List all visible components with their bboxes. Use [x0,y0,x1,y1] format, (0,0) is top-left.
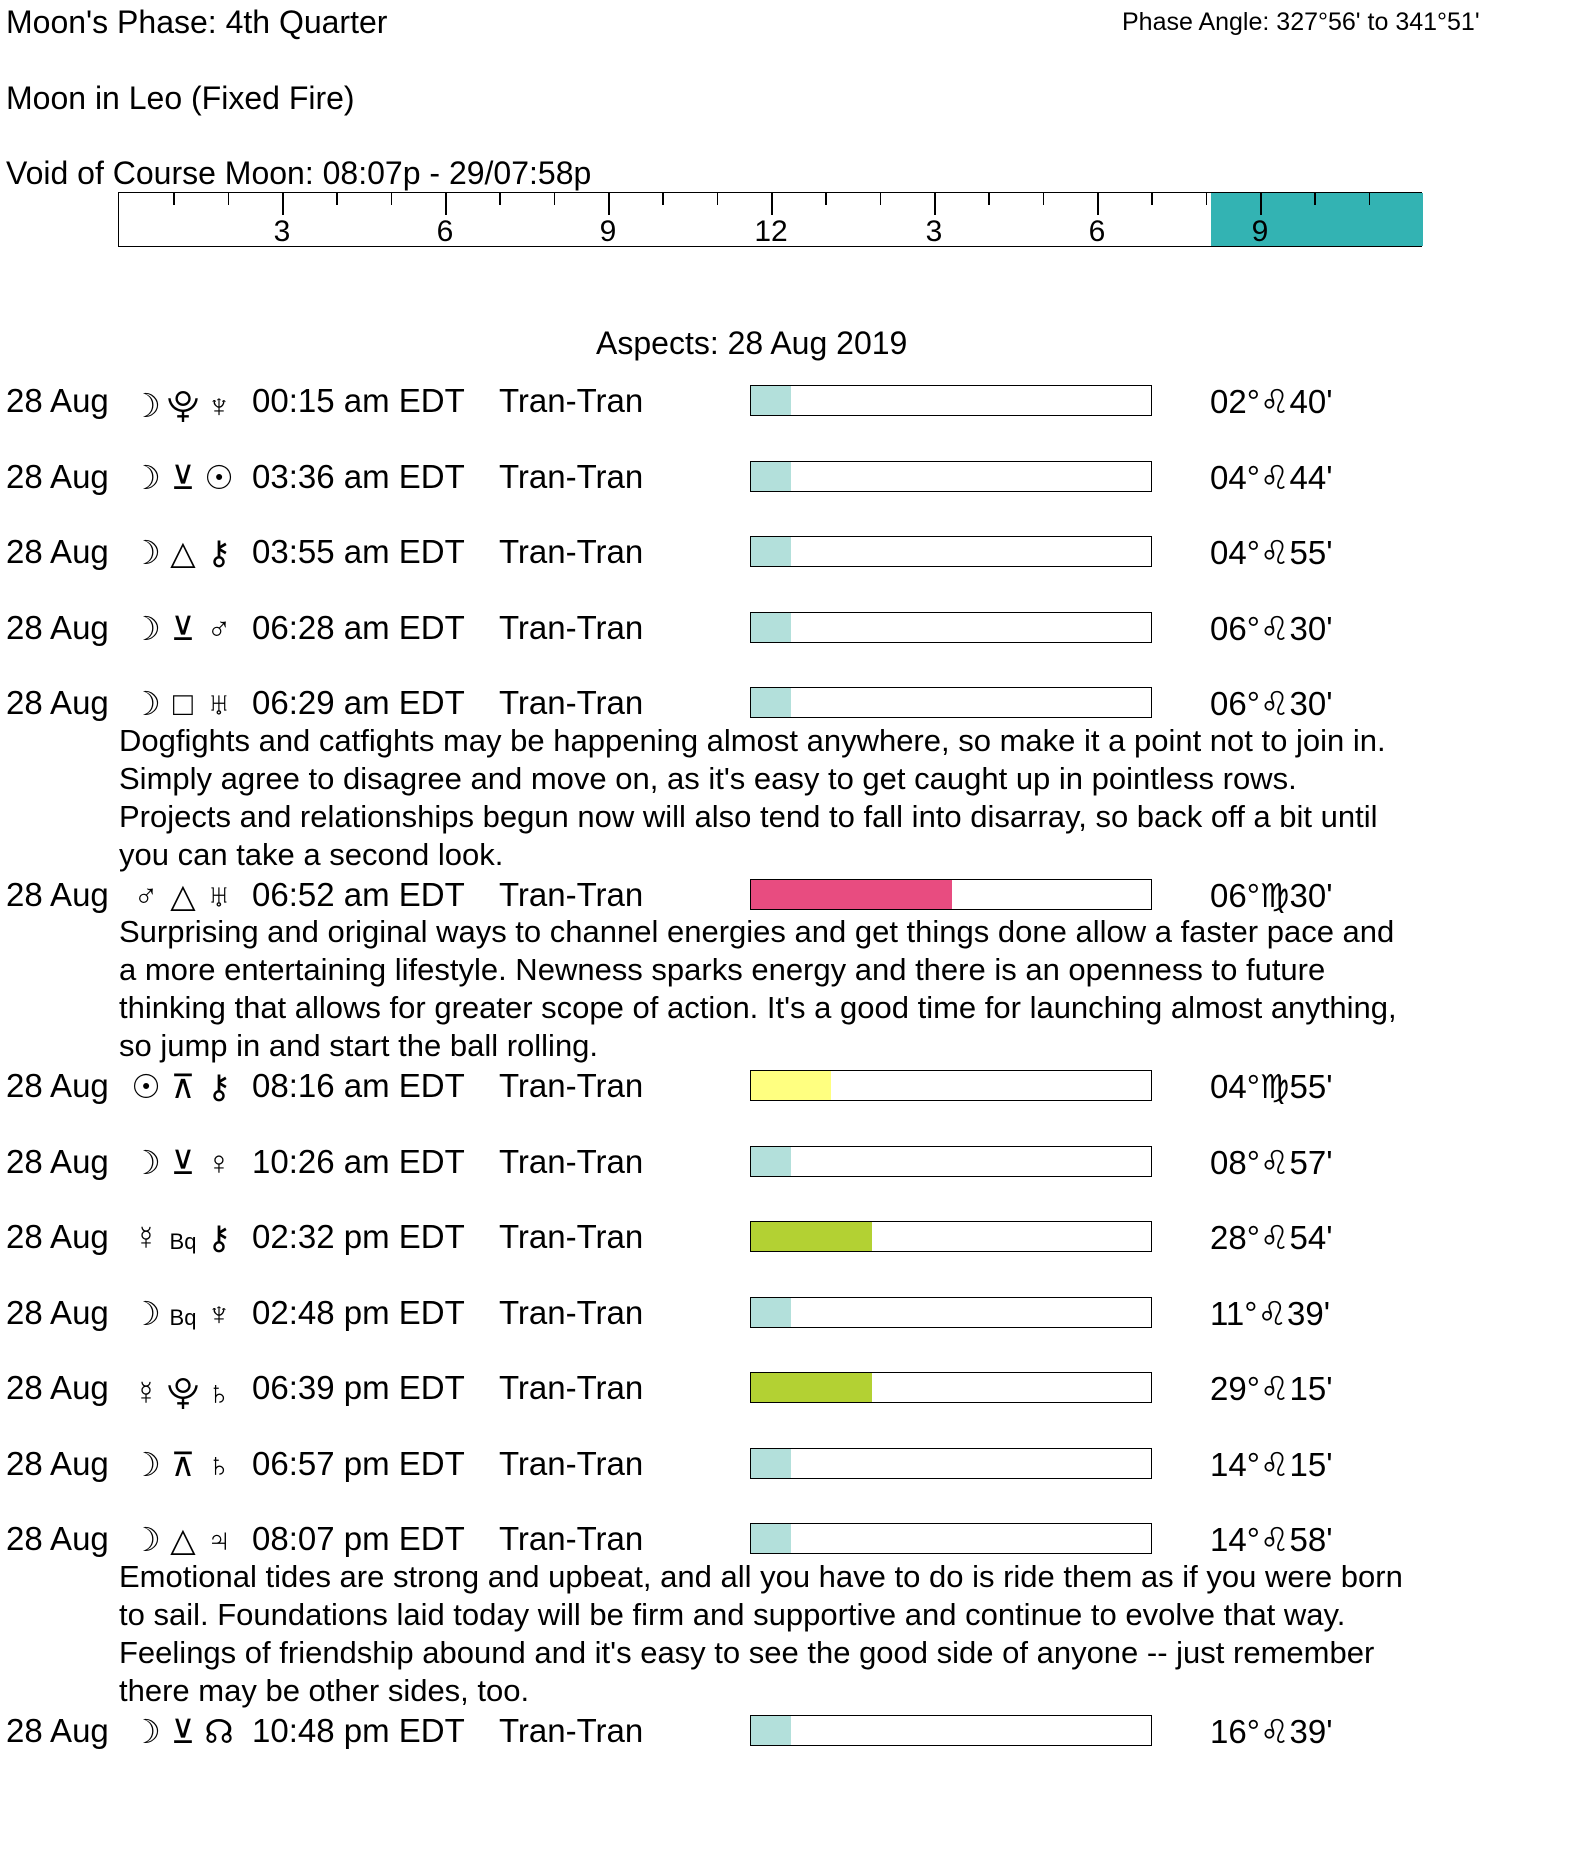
planet-1-glyph: ☽ [131,1712,161,1750]
aspect-time: 08:16 am EDT [252,1067,465,1104]
aspect-time: 06:57 pm EDT [252,1444,465,1482]
aspect-glyphs [127,1218,237,1257]
planet-2-glyph: ♃ [206,1521,232,1558]
aspect-date: 28 Aug [6,875,109,913]
planet-1-glyph: ☿ [133,1219,159,1256]
aspect-row [0,1067,1569,1107]
aspect-type: Tran-Tran [499,684,644,721]
aspect-time: 02:32 pm EDT [252,1218,465,1255]
hour-tick [336,193,338,205]
aspect-position: 16°♌39' [1210,1712,1333,1750]
aspect-glyphs [127,1520,237,1559]
planet-2-glyph: ♅ [206,876,232,914]
aspect-type: Tran-Tran [499,1711,644,1749]
aspect-glyphs [127,533,237,572]
aspect-date: 28 Aug [6,533,109,570]
aspect-row [0,533,1569,573]
aspect-glyphs [127,609,237,648]
aspect-row [0,1369,1569,1409]
aspect-date: 28 Aug [6,1218,109,1255]
hour-tick [282,193,284,215]
planet-2-glyph: ☊ [204,1712,234,1750]
planet-1-glyph: ☽ [131,534,161,571]
interpretation-line: Simply agree to disagree and move on, as it's easy to get caught up in pointless rows. [119,760,1297,796]
aspect-glyphs [127,684,237,723]
strength-bar-fill [751,537,791,566]
hour-tick [1260,193,1262,215]
aspect-position: 04°♍55' [1210,1068,1333,1105]
strength-bar [750,1715,1152,1746]
interpretation-line: there may be other sides, too. [119,1672,530,1708]
interpretation-line: Dogfights and catfights may be happening almost anywhere, so make it a point not to join in. [119,722,1386,758]
aspect-type: Tran-Tran [499,608,644,646]
aspect-time: 10:48 pm EDT [252,1711,465,1749]
aspect-row [0,382,1569,422]
strength-bar [750,1448,1152,1479]
aspect-glyphs [127,1712,237,1751]
aspect-row [0,1520,1569,1560]
hour-tick [608,193,610,215]
aspect-row [0,458,1569,498]
planet-1-glyph: ☽ [131,1143,161,1181]
aspect-time: 03:55 am EDT [252,533,465,570]
aspect-glyph: Bq [169,1229,197,1254]
strength-bar [750,385,1152,416]
aspect-glyph: △ [170,876,196,914]
aspect-position: 29°♌15' [1210,1370,1333,1407]
aspect-date: 28 Aug [6,1142,109,1180]
aspect-date: 28 Aug [6,684,109,721]
aspect-type: Tran-Tran [499,1067,644,1104]
planet-2-glyph: ⚷ [206,1068,232,1105]
interpretation-line: to sail. Foundations laid today will be firm and supportive and continue to evolve that way. [119,1596,1346,1632]
strength-bar-fill [751,1716,791,1745]
interpretation-line: Surprising and original ways to channel energies and get things done allow a faster pace and [119,914,1395,949]
hour-tick [934,193,936,215]
aspect-date: 28 Aug [6,1067,109,1104]
void-period-fill [1211,193,1423,246]
strength-bar [750,612,1152,643]
aspect-type: Tran-Tran [499,1369,644,1406]
aspect-position: 11°♌39' [1210,1294,1331,1332]
hour-label: 9 [599,215,617,248]
hour-tick [662,193,664,205]
hour-tick [1097,193,1099,215]
strength-bar-fill [751,386,791,415]
planet-1-glyph: ☿ [133,1374,159,1411]
aspect-glyphs [127,1369,237,1425]
planet-1-glyph: ☽ [131,685,161,722]
strength-bar [750,536,1152,567]
planet-1-glyph: ☽ [131,387,161,424]
interpretation-line: Emotional tides are strong and upbeat, and all you have to do is ride them as if you were born [119,1558,1403,1594]
planet-2-glyph: ⚷ [206,1219,232,1256]
strength-bar-fill [751,1449,791,1478]
interpretation-line: Projects and relationships begun now will also tend to fall into disarray, so back off a bit until [119,798,1378,834]
strength-bar-fill [751,462,791,491]
aspect-date: 28 Aug [6,1711,109,1749]
planet-1-glyph: ☽ [131,1445,161,1483]
strength-bar [750,1221,1152,1252]
planet-1-glyph: ☽ [131,1294,161,1332]
aspect-glyph: ⊼ [170,1445,196,1483]
strength-bar [750,461,1152,492]
interpretation-line: Feelings of friendship abound and it's easy to see the good side of anyone -- just remember [119,1634,1375,1670]
strength-bar-fill [751,613,791,642]
void-of-course-timebar [118,192,1422,247]
hour-tick [499,193,501,205]
aspect-date: 28 Aug [6,1444,109,1482]
aspect-type: Tran-Tran [499,1293,644,1331]
aspect-type: Tran-Tran [499,1444,644,1482]
aspect-date: 28 Aug [6,382,109,419]
strength-bar [750,1372,1152,1403]
aspect-time: 06:39 pm EDT [252,1369,465,1406]
planet-2-glyph: ☉ [204,458,234,496]
planet-2-glyph: ♆ [206,1294,232,1332]
hour-tick [717,193,719,205]
planet-2-glyph: ⚷ [206,534,232,571]
hour-tick [988,193,990,205]
planet-1-glyph: ☉ [131,1068,161,1105]
moon-phase: Moon's Phase: 4th Quarter [6,4,388,40]
planet-1-glyph: ♂ [133,876,159,914]
strength-bar-fill [751,1524,791,1553]
aspect-glyph: ⯓ [166,387,200,424]
planet-2-glyph: ♅ [206,685,232,722]
aspect-glyphs [127,1143,237,1182]
hour-tick [1151,193,1153,205]
aspect-time: 02:48 pm EDT [252,1293,465,1331]
aspect-type: Tran-Tran [499,457,644,495]
aspect-glyphs [127,1294,237,1333]
void-of-course: Void of Course Moon: 08:07p - 29/07:58p [6,155,592,191]
planet-2-glyph: ♂ [206,609,232,647]
strength-bar [750,1523,1152,1554]
interpretation-line: so jump in and start the ball rolling. [119,1028,599,1063]
hour-tick [825,193,827,205]
aspect-glyph: ⯓ [166,1374,200,1411]
aspect-glyphs [127,458,237,497]
strength-bar [750,879,1152,910]
aspect-glyph: ⊻ [170,609,196,647]
aspect-row [0,609,1569,649]
aspect-time: 06:29 am EDT [252,684,465,721]
aspect-date: 28 Aug [6,1520,109,1557]
hour-label: 9 [1251,215,1269,248]
interpretation-line: a more entertaining lifestyle. Newness sparks energy and there is an openness to future [119,952,1326,987]
hour-tick [880,193,882,205]
strength-bar-fill [751,880,952,909]
aspect-glyphs [127,1067,237,1106]
phase-angle: Phase Angle: 327°56' to 341°51' [1122,8,1480,36]
aspect-glyph: □ [173,685,193,722]
strength-bar [750,1070,1152,1101]
strength-bar-fill [751,1071,831,1100]
hour-tick [554,193,556,205]
aspect-row [0,1712,1569,1752]
aspect-row [0,1294,1569,1334]
hour-tick [1314,193,1316,205]
aspect-position: 02°♌40' [1210,383,1333,420]
aspects-title: Aspects: 28 Aug 2019 [596,325,908,361]
aspect-position: 14°♌58' [1210,1521,1333,1558]
aspect-glyph: △ [170,534,196,571]
aspect-date: 28 Aug [6,608,109,646]
aspect-time: 06:52 am EDT [252,875,465,913]
aspect-row [0,1445,1569,1485]
hour-tick [445,193,447,215]
aspect-type: Tran-Tran [499,875,644,913]
aspect-type: Tran-Tran [499,382,644,419]
aspect-glyphs [127,382,237,438]
aspect-position: 28°♌54' [1210,1219,1333,1256]
aspect-position: 06°♌30' [1210,685,1333,722]
hour-tick [173,193,175,205]
aspect-glyph: △ [170,1521,196,1558]
aspect-type: Tran-Tran [499,1520,644,1557]
planet-1-glyph: ☽ [131,609,161,647]
aspect-time: 03:36 am EDT [252,457,465,495]
aspect-date: 28 Aug [6,457,109,495]
strength-bar-fill [751,1147,791,1176]
strength-bar-fill [751,1298,791,1327]
aspect-type: Tran-Tran [499,1142,644,1180]
aspect-time: 08:07 pm EDT [252,1520,465,1557]
aspect-row [0,684,1569,724]
hour-label: 12 [754,215,788,248]
aspect-position: 14°♌15' [1210,1445,1333,1483]
strength-bar [750,687,1152,718]
interpretation-line: you can take a second look. [119,836,504,872]
strength-bar [750,1146,1152,1177]
planet-2-glyph: ♄ [206,1445,232,1483]
aspect-date: 28 Aug [6,1293,109,1331]
aspect-position: 08°♌57' [1210,1143,1333,1181]
aspect-time: 00:15 am EDT [252,382,465,419]
planet-2-glyph: ♀ [206,1143,232,1181]
hour-tick [228,193,230,205]
aspect-row [0,876,1569,916]
aspect-position: 06°♌30' [1210,609,1333,647]
hour-label: 6 [436,215,454,248]
hour-tick [391,193,393,205]
hour-tick [1043,193,1045,205]
aspect-time: 06:28 am EDT [252,608,465,646]
aspect-glyphs [127,1445,237,1484]
interpretation-line: thinking that allows for greater scope of action. It's a good time for launching almost anything, [119,990,1397,1025]
planet-2-glyph: ♆ [206,387,232,424]
hour-tick [1206,193,1208,205]
hour-tick [771,193,773,215]
aspect-interpretation [119,913,1539,1065]
hour-label: 6 [1088,215,1106,248]
hour-tick [1369,193,1371,205]
aspect-glyph: ⊻ [170,1143,196,1181]
aspect-interpretation [119,722,1539,874]
aspect-type: Tran-Tran [499,1218,644,1255]
planet-2-glyph: ♄ [206,1374,232,1411]
aspect-type: Tran-Tran [499,533,644,570]
aspect-time: 10:26 am EDT [252,1142,465,1180]
aspect-glyph: ⊻ [170,1712,196,1750]
aspect-position: 06°♍30' [1210,876,1333,914]
moon-sign: Moon in Leo (Fixed Fire) [6,80,355,116]
planet-1-glyph: ☽ [131,1521,161,1558]
hour-label: 3 [925,215,943,248]
hour-label: 3 [273,215,291,248]
strength-bar-fill [751,688,791,717]
aspect-position: 04°♌44' [1210,458,1333,496]
aspect-glyph: ⊼ [170,1068,196,1105]
aspect-row [0,1218,1569,1258]
aspect-glyphs [127,876,237,915]
aspect-glyph: ⊻ [170,458,196,496]
aspect-row [0,1143,1569,1183]
strength-bar-fill [751,1222,872,1251]
planet-1-glyph: ☽ [131,458,161,496]
aspect-glyph: Bq [169,1304,197,1330]
aspect-interpretation [119,1558,1539,1710]
aspect-date: 28 Aug [6,1369,109,1406]
strength-bar [750,1297,1152,1328]
aspect-position: 04°♌55' [1210,534,1333,571]
strength-bar-fill [751,1373,872,1402]
